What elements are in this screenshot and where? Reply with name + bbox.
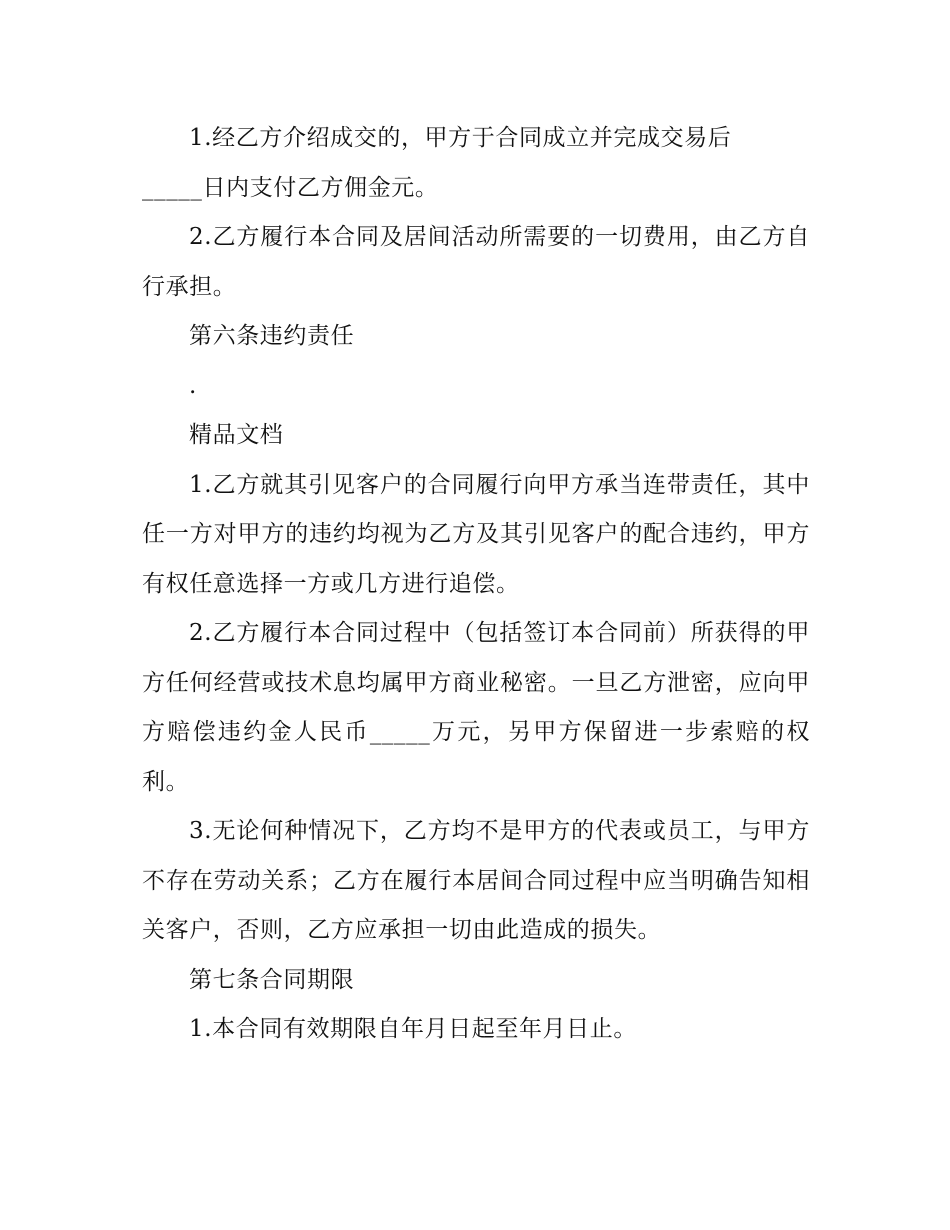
clause-joint-liability: 1.乙方就其引见客户的合同履行向甲方承当连带责任，其中任一方对甲方的违约均视为乙方及其引见客户的配合违约，甲方有权任意选择一方或几方进行追偿。 [142, 471, 810, 597]
clause-text: 日内支付乙方佣金元。 [202, 174, 439, 201]
days-blank: _____ [142, 174, 203, 201]
clause-confidentiality [142, 609, 810, 807]
amount-blank: _____ [369, 719, 431, 745]
clause-no-employment: 3.无论何种情况下，乙方均不是甲方的代表或员工，与甲方不存在劳动关系；乙方在履行本居间合同过程中应当明确告知相关客户，否则，乙方应承担一切由此造成的损失。 [142, 818, 810, 943]
watermark-label: 精品文档 [189, 422, 284, 448]
document-page [142, 114, 810, 1055]
clause-text: 1.经乙方介绍成交的，甲方于合同成立并完成交易后 [189, 125, 732, 151]
section-heading-term: 第七条合同期限 [189, 966, 355, 993]
clause-commission-payment [142, 114, 810, 213]
clause-validity-period: 1.本合同有效期限自年月日起至年月日止。 [189, 1016, 637, 1042]
clause-text: 2.乙方履行本合同过程中（包括签订本合同前）所获得的甲方任何经营或技术息均属甲方商业秘密。一旦乙方泄密，应向甲方赔偿违约金人民币 [142, 620, 810, 745]
clause-text: 万元，另甲方保留进一步索赔的权利。 [142, 719, 810, 795]
page-break-mark: . [189, 372, 197, 399]
clause-expenses: 2.乙方履行本合同及居间活动所需要的一切费用，由乙方自行承担。 [142, 224, 810, 300]
section-heading-liability: 第六条违约责任 [189, 323, 355, 349]
